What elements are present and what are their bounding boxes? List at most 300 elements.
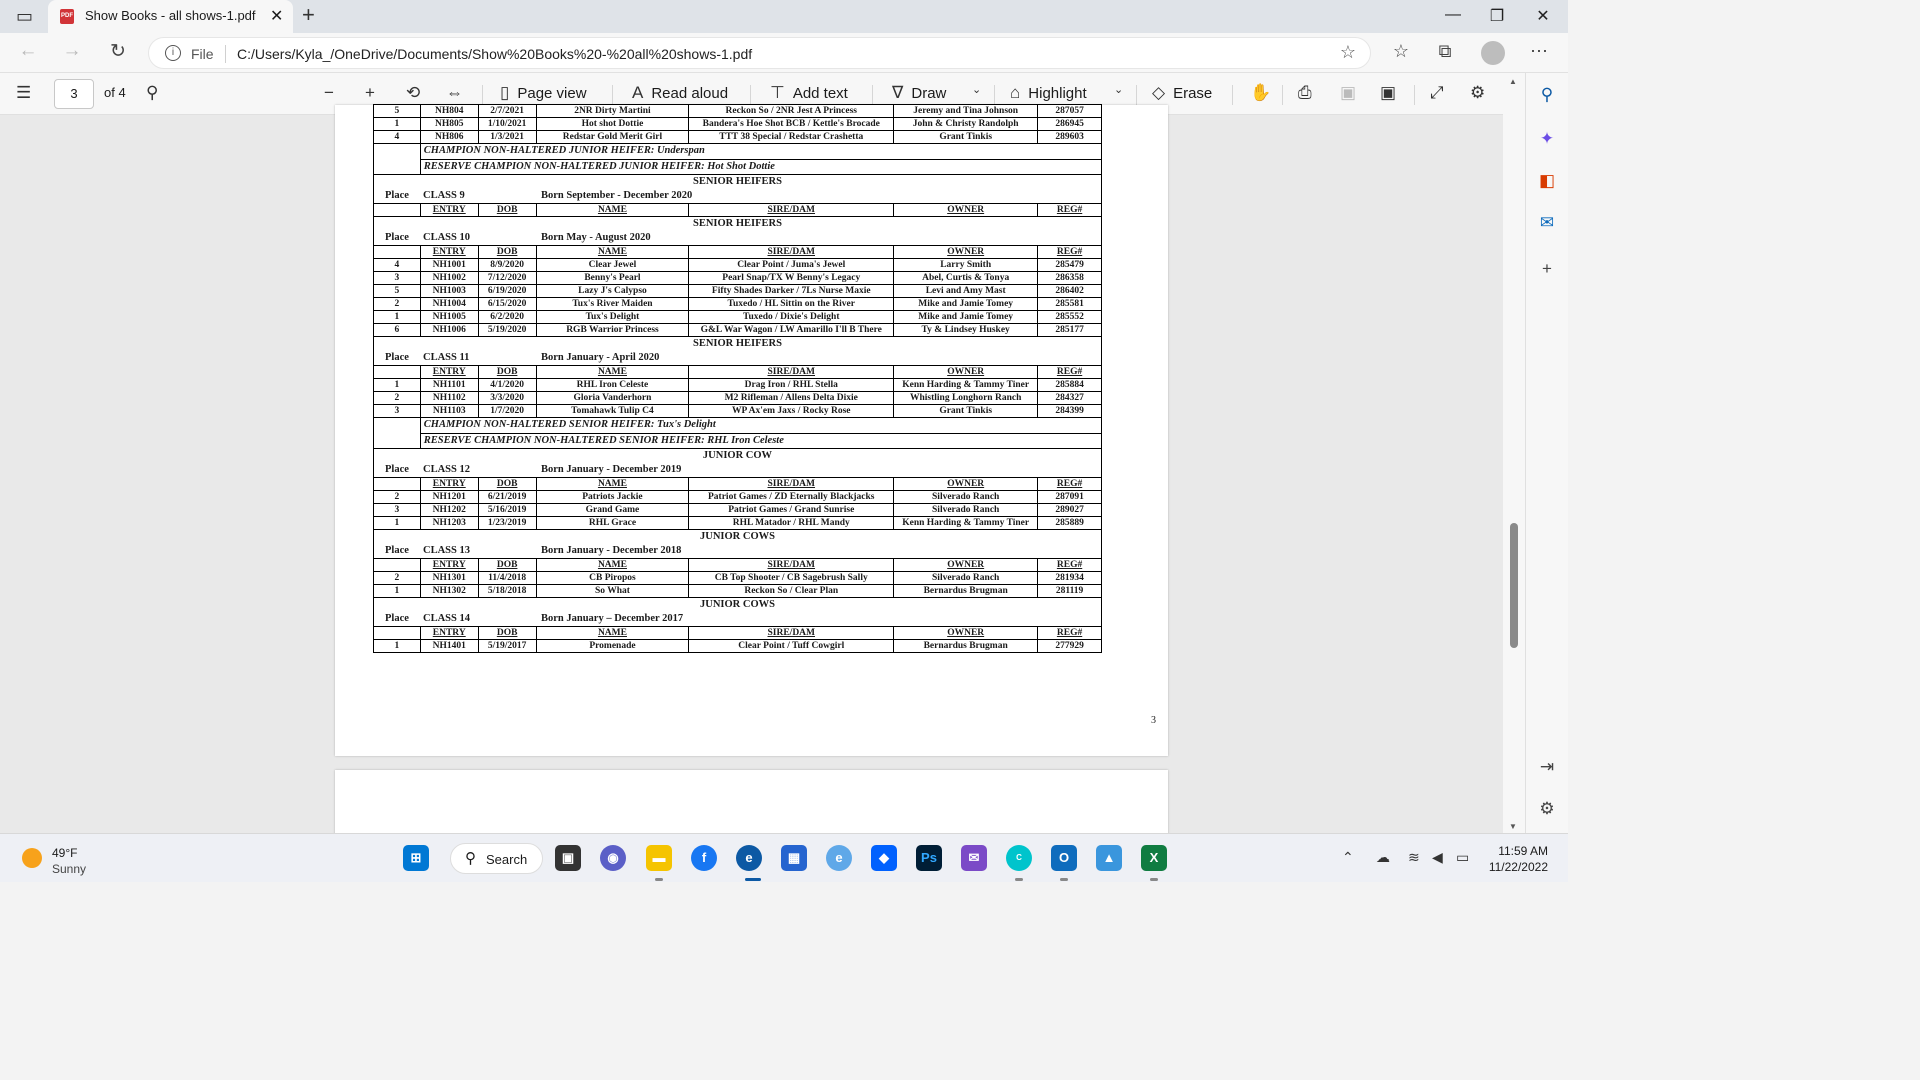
table-cell: 284327 xyxy=(1038,392,1102,405)
table-cell: CB Top Shooter / CB Sagebrush Sally xyxy=(689,572,894,585)
column-header: NAME xyxy=(536,478,689,491)
table-cell: So What xyxy=(536,585,689,598)
tab-active[interactable] xyxy=(48,0,293,33)
table-cell: NH1203 xyxy=(420,517,478,530)
address-bar-row xyxy=(0,33,1568,73)
table-cell: 1/10/2021 xyxy=(478,118,536,131)
table-cell: Silverado Ranch xyxy=(894,572,1038,585)
born-range: Born September - December 2020 xyxy=(541,190,693,202)
place-label: Place xyxy=(385,545,409,557)
table-cell: 3 xyxy=(374,272,421,285)
born-range: Born January – December 2017 xyxy=(541,613,684,625)
table-cell: Patriot Games / Grand Sunrise xyxy=(689,504,894,517)
clock[interactable] xyxy=(1489,843,1548,875)
column-header: REG# xyxy=(1038,366,1102,379)
scrollbar-thumb[interactable] xyxy=(1510,523,1518,648)
column-header: SIRE/DAM xyxy=(689,204,894,217)
wifi-icon[interactable]: ≋ xyxy=(1408,849,1420,865)
blank-cell xyxy=(374,559,421,572)
column-header: NAME xyxy=(536,366,689,379)
divider xyxy=(1414,85,1415,105)
table-cell: John & Christy Randolph xyxy=(894,118,1038,131)
table-cell: 281119 xyxy=(1038,585,1102,598)
add-favorite-icon[interactable]: ☆ xyxy=(1339,42,1356,62)
table-row xyxy=(374,491,1102,504)
back-icon[interactable]: ← xyxy=(18,40,38,61)
table-cell: Hot shot Dottie xyxy=(536,118,689,131)
champion-row xyxy=(374,159,1102,175)
page-number-label: 3 xyxy=(1151,715,1156,726)
table-cell: 1/3/2021 xyxy=(478,131,536,144)
read-aloud-icon: A xyxy=(632,83,644,102)
add-text-icon: ⊤ xyxy=(770,83,785,102)
table-cell: Tux's River Maiden xyxy=(536,298,689,311)
active-indicator xyxy=(745,878,761,881)
section-title: SENIOR HEIFERS xyxy=(374,217,1102,232)
table-cell: Grant Tinkis xyxy=(894,131,1038,144)
divider xyxy=(872,85,873,105)
table-cell: NH1401 xyxy=(420,640,478,653)
table-row xyxy=(374,379,1102,392)
table-cell: Drag Iron / RHL Stella xyxy=(689,379,894,392)
battery-icon[interactable]: ▭ xyxy=(1456,849,1470,865)
column-header: NAME xyxy=(536,627,689,640)
pdf-page xyxy=(335,105,1168,756)
blank-cell xyxy=(374,418,421,434)
column-header-row xyxy=(374,204,1102,217)
table-cell: 1/7/2020 xyxy=(478,405,536,418)
divider xyxy=(1232,85,1233,105)
table-cell: 2NR Dirty Martini xyxy=(536,105,689,118)
table-cell: Bandera's Hoe Shot BCB / Kettle's Brocade xyxy=(689,118,894,131)
class-label: CLASS 9 xyxy=(423,190,465,202)
show-results-table xyxy=(373,104,1102,653)
print-icon[interactable]: ⎙ xyxy=(1298,83,1312,102)
table-cell: Patriots Jackie xyxy=(536,491,689,504)
divider xyxy=(1136,85,1137,105)
class-label: CLASS 13 xyxy=(423,545,470,557)
highlight-button[interactable]: ⌂ Highlight xyxy=(1010,83,1087,102)
table-cell: 4/1/2020 xyxy=(478,379,536,392)
table-cell: 2 xyxy=(374,392,421,405)
discover-icon[interactable]: ✦ xyxy=(1539,129,1555,148)
section-title: JUNIOR COW xyxy=(374,449,1102,464)
highlight-icon: ⌂ xyxy=(1010,83,1021,102)
class-line xyxy=(374,352,1102,366)
table-row xyxy=(374,118,1102,131)
save-as-icon[interactable]: ▣ xyxy=(1380,83,1397,102)
column-header: OWNER xyxy=(894,478,1038,491)
divider xyxy=(225,45,226,63)
blank-cell xyxy=(374,366,421,379)
born-range: Born January - April 2020 xyxy=(541,352,660,364)
highlight-options-chevron-icon[interactable]: ⌄ xyxy=(1114,84,1124,96)
blank-cell xyxy=(374,204,421,217)
table-cell: Tuxedo / Dixie's Delight xyxy=(689,311,894,324)
column-header: SIRE/DAM xyxy=(689,246,894,259)
chat-icon[interactable]: ◉ xyxy=(600,845,626,871)
table-cell: 5 xyxy=(374,105,421,118)
table-cell: Tomahawk Tulip C4 xyxy=(536,405,689,418)
table-cell: 2 xyxy=(374,298,421,311)
table-cell: Promenade xyxy=(536,640,689,653)
divider xyxy=(994,85,995,105)
edge-beta-icon[interactable]: e xyxy=(826,845,852,871)
blank-cell xyxy=(374,433,421,449)
table-cell: Grant Tinkis xyxy=(894,405,1038,418)
table-cell: 3/3/2020 xyxy=(478,392,536,405)
class-label: CLASS 12 xyxy=(423,464,470,476)
table-cell: Gloria Vanderhorn xyxy=(536,392,689,405)
class-row xyxy=(374,232,1102,246)
table-cell: 285177 xyxy=(1038,324,1102,337)
column-header: ENTRY xyxy=(420,559,478,572)
class-row xyxy=(374,545,1102,559)
restore-icon[interactable]: ❐ xyxy=(1489,8,1505,25)
scrollbar[interactable] xyxy=(1503,73,1525,833)
show-hidden-icons-chevron-icon[interactable]: ⌃ xyxy=(1342,849,1354,865)
column-header: SIRE/DAM xyxy=(689,366,894,379)
more-options-icon[interactable]: ⋯ xyxy=(1530,41,1548,61)
table-cell: 2/7/2021 xyxy=(478,105,536,118)
table-cell: Pearl Snap/TX W Benny's Legacy xyxy=(689,272,894,285)
table-cell: 6/2/2020 xyxy=(478,311,536,324)
settings-gear-icon[interactable]: ⚙ xyxy=(1470,83,1486,102)
store-icon[interactable]: ▦ xyxy=(781,845,807,871)
section-title: SENIOR HEIFERS xyxy=(374,337,1102,352)
table-cell: 5 xyxy=(374,285,421,298)
running-indicator xyxy=(1150,878,1158,881)
touch-writing-icon[interactable]: ✋ xyxy=(1250,83,1272,102)
favorites-icon[interactable]: ☆ xyxy=(1392,41,1410,61)
table-cell: NH1005 xyxy=(420,311,478,324)
table-cell: 286402 xyxy=(1038,285,1102,298)
champion-text: RESERVE CHAMPION NON-HALTERED JUNIOR HEIFER: Hot Shot Dottie xyxy=(420,159,1101,175)
table-row xyxy=(374,131,1102,144)
page-view-button[interactable]: ▯ Page view xyxy=(500,83,587,102)
blank-cell xyxy=(374,627,421,640)
column-header: DOB xyxy=(478,627,536,640)
column-header: REG# xyxy=(1038,559,1102,572)
add-text-button[interactable]: ⊤ Add text xyxy=(770,83,848,102)
photos-icon[interactable]: ▲ xyxy=(1096,845,1122,871)
address-bar[interactable] xyxy=(148,37,1371,69)
minimize-icon[interactable]: — xyxy=(1445,6,1461,23)
table-cell: NH806 xyxy=(420,131,478,144)
zoom-in-icon[interactable]: + xyxy=(365,83,375,102)
draw-button[interactable]: ∇ Draw xyxy=(892,83,947,102)
table-row xyxy=(374,285,1102,298)
class-line xyxy=(374,464,1102,478)
close-tab-icon[interactable]: ✕ xyxy=(270,8,284,25)
class-line xyxy=(374,613,1102,627)
table-cell: Levi and Amy Mast xyxy=(894,285,1038,298)
taskbar xyxy=(0,833,1568,882)
table-cell: 6 xyxy=(374,324,421,337)
eraser-icon: ◇ xyxy=(1152,83,1166,102)
blank-cell xyxy=(374,246,421,259)
table-row xyxy=(374,272,1102,285)
table-cell: NH1004 xyxy=(420,298,478,311)
table-cell: Abel, Curtis & Tonya xyxy=(894,272,1038,285)
section-row xyxy=(374,598,1102,613)
table-cell: Tuxedo / HL Sittin on the River xyxy=(689,298,894,311)
running-indicator xyxy=(1060,878,1068,881)
table-row xyxy=(374,259,1102,272)
class-row xyxy=(374,613,1102,627)
scroll-up-icon[interactable]: ▲ xyxy=(1509,77,1517,86)
table-cell: NH804 xyxy=(420,105,478,118)
divider xyxy=(482,85,483,105)
table-cell: Kenn Harding & Tammy Tiner xyxy=(894,379,1038,392)
pdf-viewer[interactable] xyxy=(0,106,1503,833)
volume-icon[interactable]: ◀ xyxy=(1432,849,1443,865)
table-cell: 1 xyxy=(374,118,421,131)
task-view-icon[interactable]: ▣ xyxy=(555,845,581,871)
blank-cell xyxy=(374,478,421,491)
tab-bar xyxy=(0,0,1568,33)
table-cell: Clear Point / Juma's Jewel xyxy=(689,259,894,272)
table-row xyxy=(374,324,1102,337)
find-icon[interactable]: ⚲ xyxy=(146,83,159,102)
column-header: NAME xyxy=(536,246,689,259)
profile-avatar[interactable] xyxy=(1481,41,1505,65)
page-count: of 4 xyxy=(104,85,126,100)
table-cell: 289027 xyxy=(1038,504,1102,517)
table-cell: 285884 xyxy=(1038,379,1102,392)
table-cell: 2 xyxy=(374,491,421,504)
rotate-icon[interactable]: ⟲ xyxy=(406,83,421,102)
table-cell: RHL Iron Celeste xyxy=(536,379,689,392)
table-cell: 5/19/2017 xyxy=(478,640,536,653)
column-header: OWNER xyxy=(894,559,1038,572)
section-row xyxy=(374,217,1102,232)
table-cell: NH1201 xyxy=(420,491,478,504)
table-cell: Reckon So / Clear Plan xyxy=(689,585,894,598)
column-header-row xyxy=(374,366,1102,379)
table-cell: NH1302 xyxy=(420,585,478,598)
table-cell: 1 xyxy=(374,311,421,324)
excel-icon[interactable]: X xyxy=(1141,845,1167,871)
refresh-icon[interactable]: ↻ xyxy=(110,41,126,62)
place-label: Place xyxy=(385,464,409,476)
table-cell: Patriot Games / ZD Eternally Blackjacks xyxy=(689,491,894,504)
table-cell: Kenn Harding & Tammy Tiner xyxy=(894,517,1038,530)
table-row xyxy=(374,585,1102,598)
place-label: Place xyxy=(385,613,409,625)
column-header: ENTRY xyxy=(420,246,478,259)
place-label: Place xyxy=(385,352,409,364)
table-cell: Mike and Jamie Tomey xyxy=(894,298,1038,311)
close-window-icon[interactable]: ✕ xyxy=(1536,8,1550,25)
start-icon[interactable]: ⊞ xyxy=(403,845,429,871)
born-range: Born May - August 2020 xyxy=(541,232,651,244)
edge-sidebar xyxy=(1525,73,1568,833)
table-cell: 5/18/2018 xyxy=(478,585,536,598)
office-icon[interactable]: ◧ xyxy=(1538,171,1556,190)
column-header: OWNER xyxy=(894,246,1038,259)
table-cell: 4 xyxy=(374,259,421,272)
table-cell: G&L War Wagon / LW Amarillo I'll B There xyxy=(689,324,894,337)
section-row xyxy=(374,530,1102,545)
table-cell: 4 xyxy=(374,131,421,144)
table-cell: NH1006 xyxy=(420,324,478,337)
table-cell: Reckon So / 2NR Jest A Princess xyxy=(689,105,894,118)
table-cell: NH1003 xyxy=(420,285,478,298)
table-cell: Clear Jewel xyxy=(536,259,689,272)
hide-sidebar-icon[interactable]: ⇥ xyxy=(1539,757,1555,776)
born-range: Born January - December 2018 xyxy=(541,545,682,557)
table-cell: Silverado Ranch xyxy=(894,491,1038,504)
table-cell: 286945 xyxy=(1038,118,1102,131)
onedrive-icon[interactable]: ☁ xyxy=(1376,849,1390,865)
class-row xyxy=(374,190,1102,204)
canva-icon[interactable]: C xyxy=(1006,845,1032,871)
table-cell: 5/16/2019 xyxy=(478,504,536,517)
table-cell: 1 xyxy=(374,640,421,653)
taskbar-search[interactable] xyxy=(450,843,543,874)
column-header-row xyxy=(374,627,1102,640)
table-cell: 6/21/2019 xyxy=(478,491,536,504)
table-cell: RGB Warrior Princess xyxy=(536,324,689,337)
column-header: DOB xyxy=(478,366,536,379)
column-header: SIRE/DAM xyxy=(689,559,894,572)
file-explorer-icon[interactable]: ▬ xyxy=(646,845,672,871)
column-header-row xyxy=(374,559,1102,572)
sun-icon xyxy=(22,848,42,868)
table-cell: Bernardus Brugman xyxy=(894,640,1038,653)
search-icon[interactable]: ⚲ xyxy=(1540,85,1554,104)
table-row xyxy=(374,405,1102,418)
read-aloud-button[interactable]: A Read aloud xyxy=(632,83,729,102)
table-cell: 1 xyxy=(374,585,421,598)
champion-text: CHAMPION NON-HALTERED SENIOR HEIFER: Tux's Delight xyxy=(420,418,1101,434)
scroll-down-icon[interactable]: ▼ xyxy=(1509,822,1517,831)
champion-row xyxy=(374,433,1102,449)
table-cell: NH1001 xyxy=(420,259,478,272)
full-screen-icon[interactable]: ⤢ xyxy=(1430,83,1444,102)
table-cell: 3 xyxy=(374,405,421,418)
tab-actions-icon[interactable]: ▭ xyxy=(16,6,34,26)
add-sidebar-app-icon[interactable]: + xyxy=(1542,259,1552,278)
column-header: ENTRY xyxy=(420,366,478,379)
place-label: Place xyxy=(385,232,409,244)
table-cell: 1/23/2019 xyxy=(478,517,536,530)
table-row xyxy=(374,517,1102,530)
table-cell: WP Ax'em Jaxs / Rocky Rose xyxy=(689,405,894,418)
table-row xyxy=(374,572,1102,585)
fit-page-icon[interactable]: ⇔ xyxy=(446,83,463,102)
new-tab-icon[interactable]: + xyxy=(302,2,315,27)
erase-button[interactable]: ◇ Erase xyxy=(1152,83,1213,102)
forward-icon[interactable]: → xyxy=(62,40,82,61)
url-text[interactable]: C:/Users/Kyla_/OneDrive/Documents/Show%20Books%20-%20all%20shows-1.pdf xyxy=(237,46,753,62)
table-cell: 285889 xyxy=(1038,517,1102,530)
born-range: Born January - December 2019 xyxy=(541,464,682,476)
column-header: ENTRY xyxy=(420,627,478,640)
table-cell: Grand Game xyxy=(536,504,689,517)
outlook-icon[interactable]: ✉ xyxy=(1539,213,1555,232)
column-header: ENTRY xyxy=(420,204,478,217)
save-icon[interactable]: ▣ xyxy=(1340,83,1357,102)
weather-condition: Sunny xyxy=(52,862,87,876)
blank-cell xyxy=(374,159,421,175)
column-header: REG# xyxy=(1038,204,1102,217)
column-header: OWNER xyxy=(894,366,1038,379)
column-header: REG# xyxy=(1038,627,1102,640)
sidebar-settings-icon[interactable]: ⚙ xyxy=(1539,799,1555,818)
file-label: File xyxy=(191,46,214,62)
zoom-out-icon[interactable]: − xyxy=(324,83,334,102)
class-line xyxy=(374,232,1102,246)
table-cell: NH1102 xyxy=(420,392,478,405)
edge-browser-icon[interactable]: e xyxy=(736,845,762,871)
info-icon[interactable]: i xyxy=(165,45,181,61)
table-cell: 285552 xyxy=(1038,311,1102,324)
table-cell: Whistling Longhorn Ranch xyxy=(894,392,1038,405)
table-cell: CB Piropos xyxy=(536,572,689,585)
section-row xyxy=(374,175,1102,190)
table-cell: 6/15/2020 xyxy=(478,298,536,311)
search-icon: ⚲ xyxy=(465,850,476,867)
pdf-file-icon: PDF xyxy=(60,9,74,24)
table-cell: 285581 xyxy=(1038,298,1102,311)
photoshop-icon[interactable]: Ps xyxy=(916,845,942,871)
column-header-row xyxy=(374,246,1102,259)
table-cell: Larry Smith xyxy=(894,259,1038,272)
column-header: REG# xyxy=(1038,478,1102,491)
facebook-icon[interactable]: f xyxy=(691,845,717,871)
tab-title: Show Books - all shows-1.pdf xyxy=(85,8,256,23)
table-row xyxy=(374,105,1102,118)
table-cell: 3 xyxy=(374,504,421,517)
draw-icon: ∇ xyxy=(892,83,904,102)
column-header: NAME xyxy=(536,559,689,572)
column-header: SIRE/DAM xyxy=(689,478,894,491)
weather-temp: 49°F xyxy=(52,846,78,860)
table-cell: 1 xyxy=(374,379,421,392)
page-number-input[interactable]: 3 xyxy=(54,79,94,109)
divider xyxy=(750,85,751,105)
table-cell: 289603 xyxy=(1038,131,1102,144)
dropbox-icon[interactable]: ◆ xyxy=(871,845,897,871)
table-row xyxy=(374,298,1102,311)
column-header-row xyxy=(374,478,1102,491)
column-header: REG# xyxy=(1038,246,1102,259)
table-row xyxy=(374,504,1102,517)
table-row xyxy=(374,311,1102,324)
table-cell: NH1301 xyxy=(420,572,478,585)
class-line xyxy=(374,190,1102,204)
mail-icon[interactable]: ✉ xyxy=(961,845,987,871)
outlook-app-icon[interactable]: O xyxy=(1051,845,1077,871)
column-header: OWNER xyxy=(894,627,1038,640)
divider xyxy=(612,85,613,105)
draw-options-chevron-icon[interactable]: ⌄ xyxy=(972,84,982,96)
section-title: SENIOR HEIFERS xyxy=(374,175,1102,190)
contents-icon[interactable]: ☰ xyxy=(16,83,32,102)
clock-time: 11:59 AM xyxy=(1498,844,1548,858)
champion-row xyxy=(374,144,1102,160)
table-cell: Mike and Jamie Tomey xyxy=(894,311,1038,324)
table-cell: Fifty Shades Darker / 7Ls Nurse Maxie xyxy=(689,285,894,298)
class-line xyxy=(374,545,1102,559)
table-cell: 287091 xyxy=(1038,491,1102,504)
table-cell: Jeremy and Tina Johnson xyxy=(894,105,1038,118)
section-title: JUNIOR COWS xyxy=(374,598,1102,613)
collections-icon[interactable]: ⧉ xyxy=(1438,41,1452,61)
table-cell: NH805 xyxy=(420,118,478,131)
